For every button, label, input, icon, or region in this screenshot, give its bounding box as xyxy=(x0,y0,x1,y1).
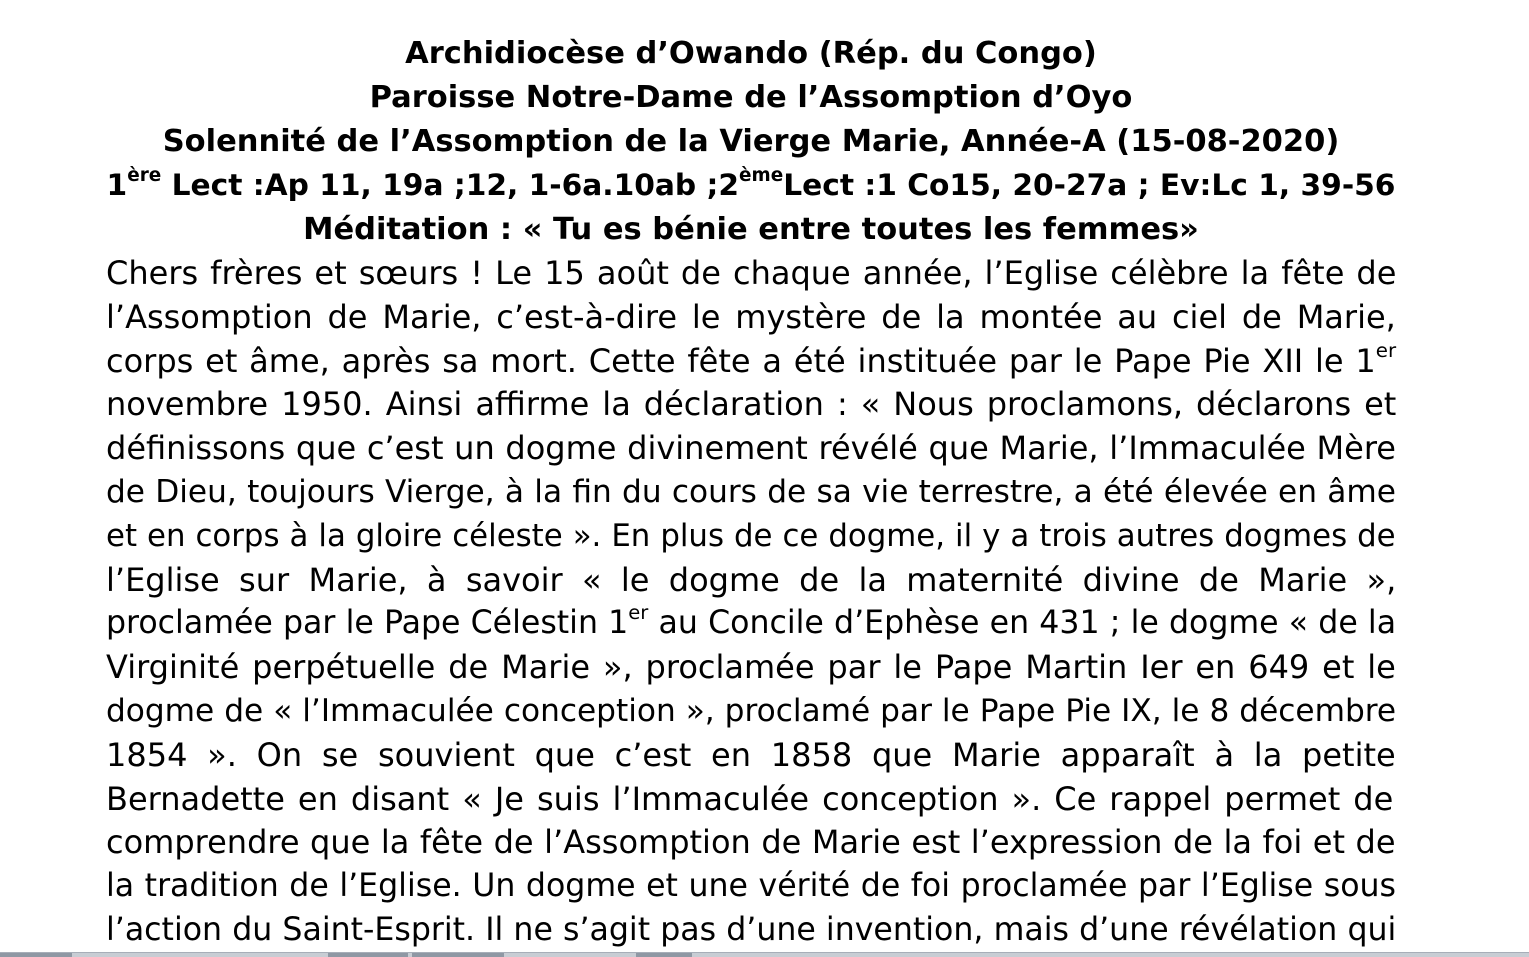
body-line: 1854 ». On se souvient que c’est en 1858 que Marie apparaît à la petite xyxy=(106,735,1396,774)
body-line: novembre 1950. Ainsi affirme la déclaration : « Nous proclamons, déclarons et xyxy=(106,385,1397,424)
header-solemnity: Solennité de l’Assomption de la Vierge Marie, Année-A (15-08-2020) xyxy=(162,124,1340,159)
first-reading-number: 1 xyxy=(106,168,128,203)
status-bar-segment xyxy=(328,953,408,957)
body-line: la tradition de l’Eglise. Un dogme et une vérité de foi proclamée par l’Eglise sous xyxy=(106,868,1397,905)
header-parish: Paroisse Notre-Dame de l’Assomption d’Oyo xyxy=(369,80,1133,115)
body-line: l’Eglise sur Marie, à savoir « le dogme de la maternité divine de Marie », xyxy=(106,560,1397,599)
header-meditation: Méditation : « Tu es bénie entre toutes les femmes» xyxy=(303,212,1199,247)
status-bar xyxy=(0,952,1529,957)
body-line: comprendre que la fête de l’Assomption de Marie est l’expression de la foi et de xyxy=(106,823,1396,862)
body-line: dogme de « l’Immaculée conception », proclamé par le Pape Pie IX, le 8 décembre xyxy=(106,692,1397,729)
body-line: l’action du Saint-Esprit. Il ne s’agit pas d’une invention, mais d’une révélation qui xyxy=(106,911,1397,948)
document-body xyxy=(106,252,1396,953)
body-line: définissons que c’est un dogme divinement révélé que Marie, l’Immaculée Mère xyxy=(106,429,1396,468)
header-readings xyxy=(106,164,1396,208)
status-bar-segment xyxy=(636,953,692,957)
body-line: l’Assomption de Marie, c’est-à-dire le mystère de la montée au ciel de Marie, xyxy=(106,297,1396,336)
first-reading-text: Lect :Ap 11, 19a ;12, 1-6a.10ab ; xyxy=(161,168,719,203)
first-reading-ordinal: ère xyxy=(127,165,162,187)
body-line: Bernadette en disant « Je suis l’Immaculée conception ». Ce rappel permet de xyxy=(106,779,1394,818)
ordinal-superscript: er xyxy=(1375,338,1397,362)
status-bar-segment xyxy=(0,953,72,957)
body-line: et en corps à la gloire céleste ». En plus de ce dogme, il y a trois autres dogmes de xyxy=(106,517,1396,554)
document-page xyxy=(106,32,1396,953)
second-reading-text: Lect :1 Co15, 20-27a ; Ev:Lc 1, 39-56 xyxy=(783,168,1396,203)
second-reading-number: 2 xyxy=(718,168,740,203)
status-bar-segment xyxy=(412,953,504,957)
body-line: Virginité perpétuelle de Marie », proclamée par le Pape Martin Ier en 649 et le xyxy=(106,648,1396,687)
body-line: proclamée par le Pape Célestin 1er au Concile d’Ephèse en 431 ; le dogme « de la xyxy=(106,600,1397,642)
body-line: de Dieu, toujours Vierge, à la fin du cours de sa vie terrestre, a été élevée en âme xyxy=(106,473,1396,510)
second-reading-ordinal: ème xyxy=(739,165,784,187)
document-header xyxy=(106,32,1396,252)
header-archdiocese: Archidiocèse d’Owando (Rép. du Congo) xyxy=(405,36,1097,71)
body-line: corps et âme, après sa mort. Cette fête a été instituée par le Pape Pie XII le 1er xyxy=(106,338,1397,380)
ordinal-superscript: er xyxy=(628,600,649,624)
body-line: Chers frères et sœurs ! Le 15 août de chaque année, l’Eglise célèbre la fête de xyxy=(106,254,1397,292)
